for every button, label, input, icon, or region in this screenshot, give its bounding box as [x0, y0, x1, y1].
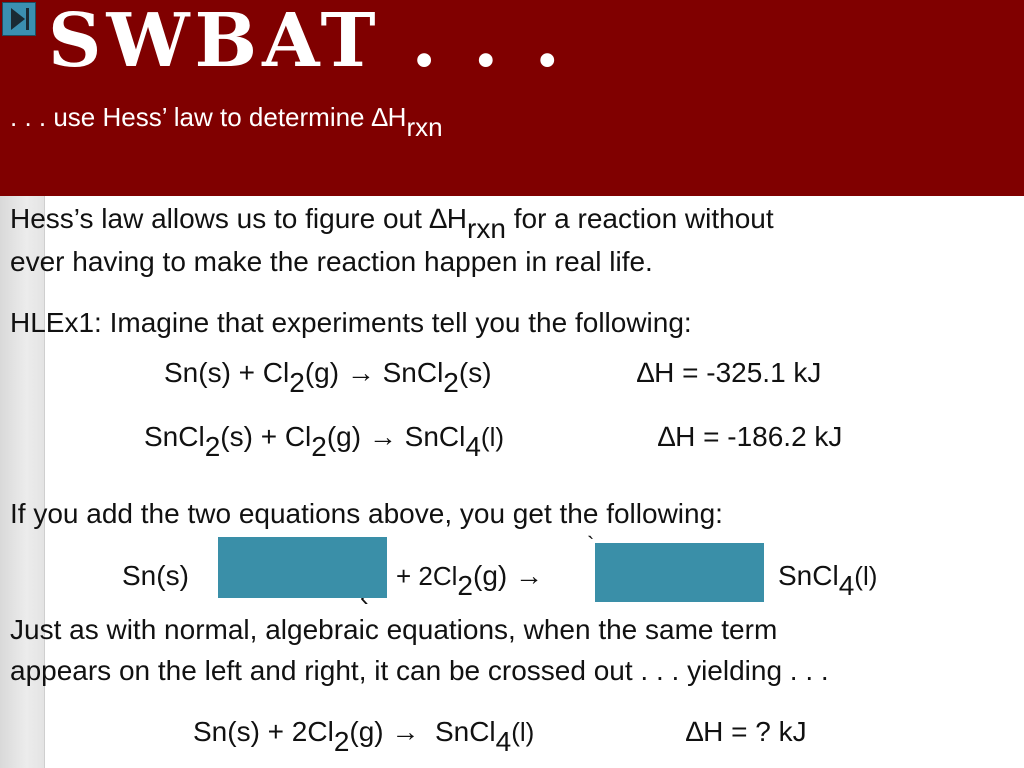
cover-box-left: [218, 537, 387, 598]
equation-1: Sn(s) + Cl2(g) → SnCl2(s): [164, 357, 492, 398]
explain-line-2: appears on the left and right, it can be crossed out . . . yielding . . .: [10, 655, 829, 686]
cover-box-right: [595, 543, 764, 602]
example-label: HLEx1: Imagine that experiments tell you the following:: [10, 307, 692, 338]
arrow-icon: →: [368, 421, 397, 452]
intro-line-2: ever having to make the reaction happen in real life.: [10, 246, 653, 277]
intro-line-1: Hess’s law allows us to figure out ∆Hrxn for a reaction without: [10, 203, 774, 244]
hidden-term-fragment: `: [587, 532, 595, 557]
slide-subtitle: . . . use Hess’ law to determine ∆Hrxn: [10, 102, 443, 142]
arrow-icon: →: [346, 357, 375, 388]
combined-middle: + 2Cl2(g) →: [396, 560, 543, 601]
add-equations-text: If you add the two equations above, you get the following:: [10, 498, 723, 529]
equation-1-enthalpy: ∆H = -325.1 kJ: [637, 357, 822, 388]
combined-left: Sn(s): [122, 560, 189, 591]
arrow-icon: →: [515, 560, 543, 591]
final-equation: Sn(s) + 2Cl2(g) → SnCl4(l): [193, 716, 535, 757]
explain-line-1: Just as with normal, algebraic equations, when the same term: [10, 614, 778, 645]
play-end-icon: [3, 3, 35, 35]
arrow-icon: →: [391, 716, 420, 747]
final-enthalpy: ∆H = ? kJ: [686, 716, 807, 747]
slide-title: SWBAT . . .: [48, 0, 566, 84]
equation-2-enthalpy: ∆H = -186.2 kJ: [658, 421, 843, 452]
nav-end-button[interactable]: [2, 2, 36, 36]
combined-right: SnCl4(l): [778, 560, 878, 601]
equation-2: SnCl2(s) + Cl2(g) → SnCl4(l): [144, 421, 504, 462]
